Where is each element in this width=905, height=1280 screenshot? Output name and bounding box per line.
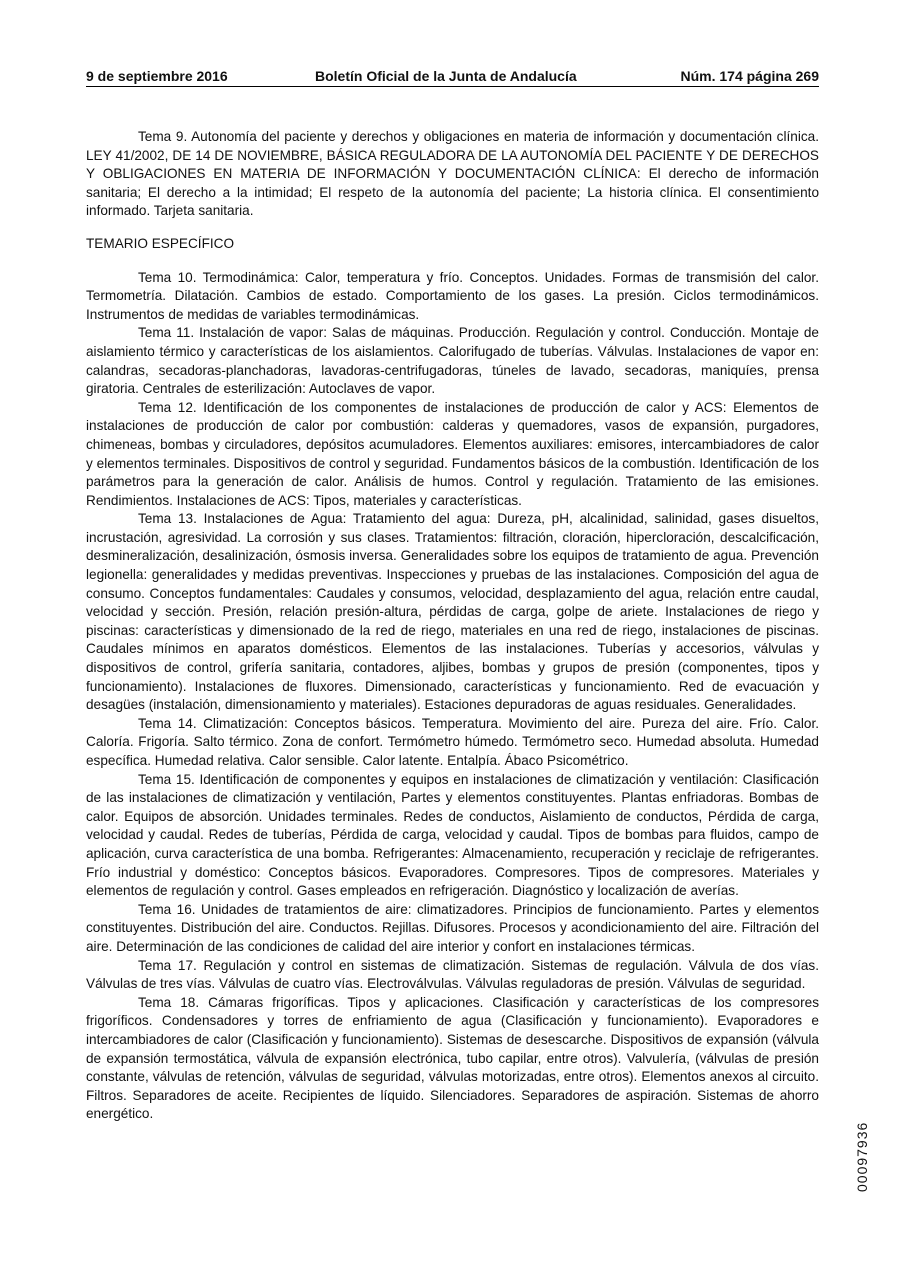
document-body	[86, 128, 819, 1124]
paragraph-tema-17: Tema 17. Regulación y control en sistemas de climatización. Sistemas de regulación. Válvula de dos vías. Válvulas de tres vías. Válvulas de cuatro vías. Electroválvulas. Válvulas reguladoras de presión. Válvulas de seguridad.	[86, 957, 819, 992]
paragraph-tema-13: Tema 13. Instalaciones de Agua: Tratamiento del agua: Dureza, pH, alcalinidad, salinidad, gases disueltos, incrustación, agresividad. La corrosión y sus clases. Tratamientos: filtración, cloración, hipercloración, descalcificación, desmineralización, desalinización, ósmosis inversa. Generalidades sobre los equipos de tratamiento de agua. Prevención legionella: generalidades y medidas preventivas. Inspecciones y pruebas de las instalaciones. Composición del agua de consumo. Conceptos fundamentales: Caudales y consumos, velocidad, desplazamiento del agua, relación entre caudal, velocidad y sección. Presión, relación presión-altura, pérdidas de carga, golpe de ariete. Instalaciones de riego y piscinas: características y dimensionado de la red de riego, materiales en una red de riego, instalaciones de piscinas. Caudales mínimos en aparatos domésticos. Elementos de las instalaciones. Tuberías y accesorios, válvulas y dispositivos de control, grifería sanitaria, contadores, aljibes, bombas y grupos de presión (componentes, tipos y funcionamiento). Instalaciones de fluxores. Dimensionado, características y funcionamiento. Red de evacuación y desagües (instalación, dimensionamiento y materiales). Estaciones depuradoras de aguas residuales. Generalidades.	[86, 511, 819, 713]
section-title: TEMARIO ESPECÍFICO	[86, 235, 235, 251]
header-title: Boletín Oficial de la Junta de Andalucía	[315, 68, 577, 84]
paragraph-tema-18: Tema 18. Cámaras frigoríficas. Tipos y aplicaciones. Clasificación y características de los compresores frigoríficos. Condensadores y torres de enfriamiento de agua (Clasificación y funcionamiento). Evaporadores e intercambiadores de calor (Clasificación y funcionamiento). Sistemas de desescarche. Dispositivos de expansión (válvula de expansión termostática, válvula de expansión electrónica, tubo capilar, entre otros). Valvulería, (válvulas de presión constante, válvulas de retención, válvulas de seguridad, válvulas motorizadas, entre otros). Elementos anexos al circuito. Filtros. Separadores de aceite. Recipientes de líquido. Silenciadores. Separadores de aspiración. Sistemas de ahorro energético.	[86, 994, 819, 1122]
header-page-number: Núm. 174 página 269	[680, 68, 819, 84]
paragraph-tema-12: Tema 12. Identificación de los componentes de instalaciones de producción de calor y ACS: Elementos de instalaciones de producción de calor por combustión: calderas y quemadores, vasos de expansión, purgadores, chimeneas, bombas y circuladores, depósitos acumuladores. Elementos auxiliares: emisores, intercambiadores de calor y elementos terminales. Dispositivos de control y seguridad. Fundamentos básicos de la combustión. Identificación de los parámetros para la generación de calor. Análisis de humos. Control y regulación. Tratamiento de las emisiones. Rendimientos. Instalaciones de ACS: Tipos, materiales y características.	[86, 399, 819, 508]
paragraph-tema-14: Tema 14. Climatización: Conceptos básicos. Temperatura. Movimiento del aire. Pureza del aire. Frío. Calor. Caloría. Frigoría. Salto térmico. Zona de confort. Termómetro húmedo. Termómetro seco. Humedad absoluta. Humedad específica. Humedad relativa. Calor sensible. Calor latente. Entalpía. Ábaco Psicométrico.	[86, 715, 819, 768]
paragraph-tema-15: Tema 15. Identificación de componentes y equipos en instalaciones de climatización y ventilación: Clasificación de las instalaciones de climatización y ventilación, Partes y elementos constituyentes. Plantas enfriadoras. Bombas de calor. Equipos de absorción. Unidades terminales. Redes de conductos, Aislamiento de conductos, Pérdida de carga, velocidad y caudal. Redes de tuberías, Pérdida de carga, velocidad y caudal. Tipos de bombas para fluidos, campo de aplicación, curva característica de una bomba. Refrigerantes: Almacenamiento, recuperación y reciclaje de refrigerantes. Frío industrial y doméstico: Conceptos básicos. Evaporadores. Compresores. Tipos de compresores. Materiales y elementos de regulación y control. Gases empleados en refrigeración. Diagnóstico y localización de averías.	[86, 771, 819, 899]
header-date: 9 de septiembre 2016	[86, 68, 228, 84]
paragraph-tema-16: Tema 16. Unidades de tratamientos de aire: climatizadores. Principios de funcionamiento. Partes y elementos constituyentes. Distribución del aire. Conductos. Rejillas. Difusores. Procesos y acondicionamiento del aire. Filtración del aire. Determinación de las condiciones de calidad del aire interior y confort en instalaciones térmicas.	[86, 901, 819, 954]
paragraph-tema-10: Tema 10. Termodinámica: Calor, temperatura y frío. Conceptos. Unidades. Formas de transmisión del calor. Termometría. Dilatación. Cambios de estado. Comportamiento de los gases. La presión. Ciclos termodinámicos. Instrumentos de medidas de variables termodinámicas.	[86, 269, 819, 322]
page-header	[86, 64, 819, 87]
paragraph-tema-9: Tema 9. Autonomía del paciente y derechos y obligaciones en materia de información y documentación clínica. LEY 41/2002, DE 14 DE NOVIEMBRE, BÁSICA REGULADORA DE LA AUTONOMÍA DEL PACIENTE Y DE DERECHOS Y OBLIGACIONES EN MATERIA DE INFORMACIÓN Y DOCUMENTACIÓN CLÍNICA: El derecho de información sanitaria; El derecho a la intimidad; El respeto de la autonomía del paciente; La historia clínica. El consentimiento informado. Tarjeta sanitaria.	[86, 129, 819, 219]
paragraph-tema-11: Tema 11. Instalación de vapor: Salas de máquinas. Producción. Regulación y control. Conducción. Montaje de aislamiento térmico y características de los aislamientos. Calorifugado de tuberías. Válvulas. Instalaciones de vapor en: calandras, secadoras-planchadoras, lavadoras-centrifugadoras, túneles de lavado, secadoras, maniquíes, prensa giratoria. Centrales de esterilización: Autoclaves de vapor.	[86, 325, 819, 397]
document-code: 00097936	[854, 1121, 870, 1192]
